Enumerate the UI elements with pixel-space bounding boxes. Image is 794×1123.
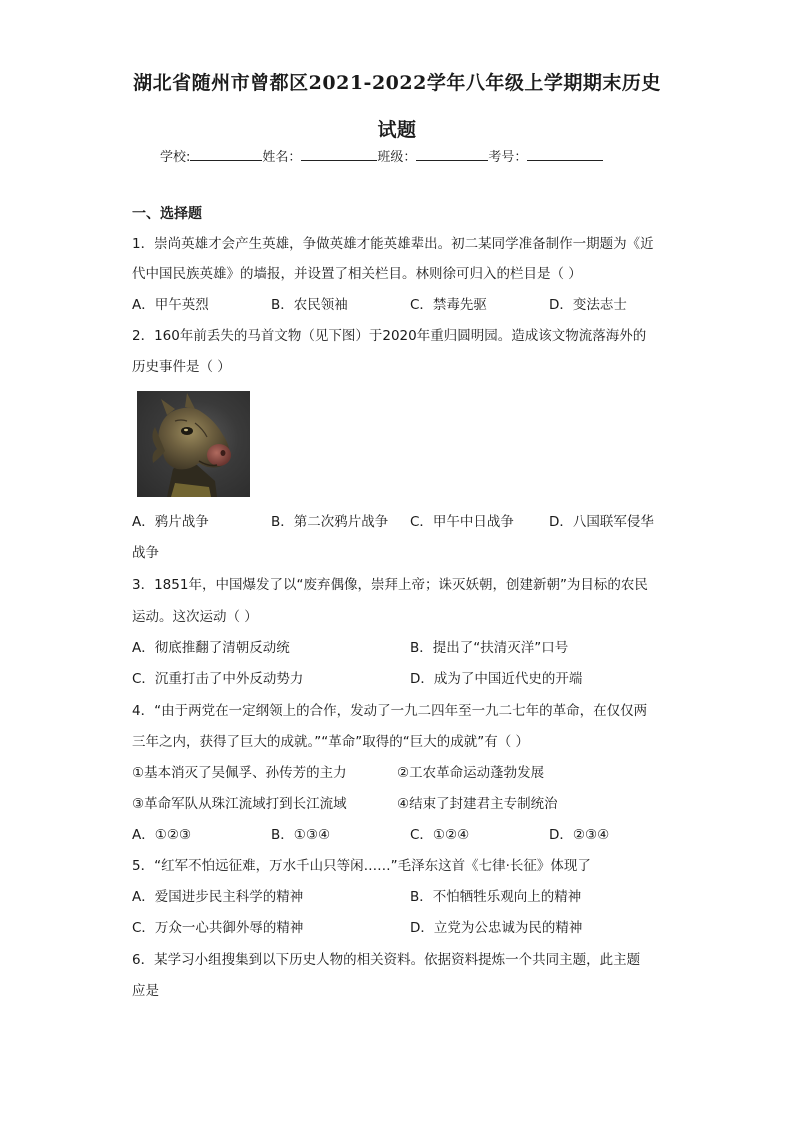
q1-stem-line1: 1．崇尚英雄才会产生英雄，争做英雄才能英雄辈出。初二某同学准备制作一期题为《近 xyxy=(132,236,654,252)
q4-option-b[interactable]: B．①③④ xyxy=(271,827,331,843)
student-info-row xyxy=(160,146,603,165)
q4-item-1: ①基本消灭了吴佩孚、孙传芳的主力 xyxy=(132,765,347,781)
exam-title-line2: 试题 xyxy=(377,119,417,141)
q5-stem-line1: 5．“红军不怕远征难，万水千山只等闲……”毛泽东这首《七律·长征》体现了 xyxy=(132,858,591,874)
q4-option-a[interactable]: A．①②③ xyxy=(132,827,192,843)
q4-option-d[interactable]: D．②③④ xyxy=(549,827,610,843)
q4-stem-line2: 三年之内，获得了巨大的成就。”“革命”取得的“巨大的成就”有（ ） xyxy=(132,734,530,750)
q4-item-3: ③革命军队从珠江流域打到长江流域 xyxy=(132,796,347,812)
class-label: 班级： xyxy=(377,150,417,165)
q4-item-2: ②工农革命运动蓬勃发展 xyxy=(397,765,545,781)
school-blank[interactable] xyxy=(190,148,262,161)
horse-head-relic-image xyxy=(137,391,250,497)
section-title: 一、选择题 xyxy=(132,206,202,222)
horse-head-icon xyxy=(137,391,250,497)
q1-stem-line2: 代中国民族英雄》的墙报，并设置了相关栏目。林则徐可归入的栏目是（ ） xyxy=(132,266,582,282)
q2-option-b[interactable]: B．第二次鸦片战争 xyxy=(271,514,389,530)
q2-option-d[interactable]: D．八国联军侵华 xyxy=(549,514,654,530)
q1-option-d[interactable]: D．变法志士 xyxy=(549,297,627,313)
q6-stem-line2: 应是 xyxy=(132,983,159,999)
q3-option-d[interactable]: D．成为了中国近代史的开端 xyxy=(410,671,583,687)
q5-option-c[interactable]: C．万众一心共御外辱的精神 xyxy=(132,920,304,936)
school-label: 学校: xyxy=(160,150,191,165)
q2-option-d-wrap: 战争 xyxy=(132,545,159,561)
q4-item-4: ④结束了封建君主专制统治 xyxy=(397,796,558,812)
q3-stem-line1: 3．1851年，中国爆发了以“废弃偶像，崇拜上帝；诛灭妖朝，创建新朝”为目标的农民 xyxy=(132,577,648,593)
q5-option-b[interactable]: B．不怕牺牲乐观向上的精神 xyxy=(410,889,582,905)
q2-option-a[interactable]: A．鸦片战争 xyxy=(132,514,209,530)
q4-stem-line1: 4．“由于两党在一定纲领上的合作，发动了一九二四年至一九二七年的革命，在仅仅两 xyxy=(132,703,648,719)
q3-stem-line2: 运动。这次运动（ ） xyxy=(132,609,258,625)
q1-option-b[interactable]: B．农民领袖 xyxy=(271,297,348,313)
name-blank[interactable] xyxy=(301,148,377,161)
q5-option-a[interactable]: A．爱国进步民主科学的精神 xyxy=(132,889,304,905)
q5-option-d[interactable]: D．立党为公忠诚为民的精神 xyxy=(410,920,583,936)
q3-option-c[interactable]: C．沉重打击了中外反动势力 xyxy=(132,671,304,687)
number-label: 考号： xyxy=(488,150,528,165)
q3-option-b[interactable]: B．提出了“扶清灭洋”口号 xyxy=(410,640,569,656)
q2-stem-line1: 2．160年前丢失的马首文物（见下图）于2020年重归圆明园。造成该文物流落海外的 xyxy=(132,328,647,344)
q2-option-c[interactable]: C．甲午中日战争 xyxy=(410,514,514,530)
q2-stem-line2: 历史事件是（ ） xyxy=(132,359,231,375)
q4-option-c[interactable]: C．①②④ xyxy=(410,827,470,843)
q6-stem-line1: 6．某学习小组搜集到以下历史人物的相关资料。依据资料提炼一个共同主题，此主题 xyxy=(132,952,641,968)
q1-option-c[interactable]: C．禁毒先驱 xyxy=(410,297,487,313)
exam-title-line1: 湖北省随州市曾都区2021-2022学年八年级上学期期末历史 xyxy=(133,72,661,94)
number-blank[interactable] xyxy=(527,148,603,161)
q3-option-a[interactable]: A．彻底推翻了清朝反动统 xyxy=(132,640,290,656)
class-blank[interactable] xyxy=(416,148,488,161)
q1-option-a[interactable]: A．甲午英烈 xyxy=(132,297,209,313)
name-label: 姓名： xyxy=(262,150,302,165)
